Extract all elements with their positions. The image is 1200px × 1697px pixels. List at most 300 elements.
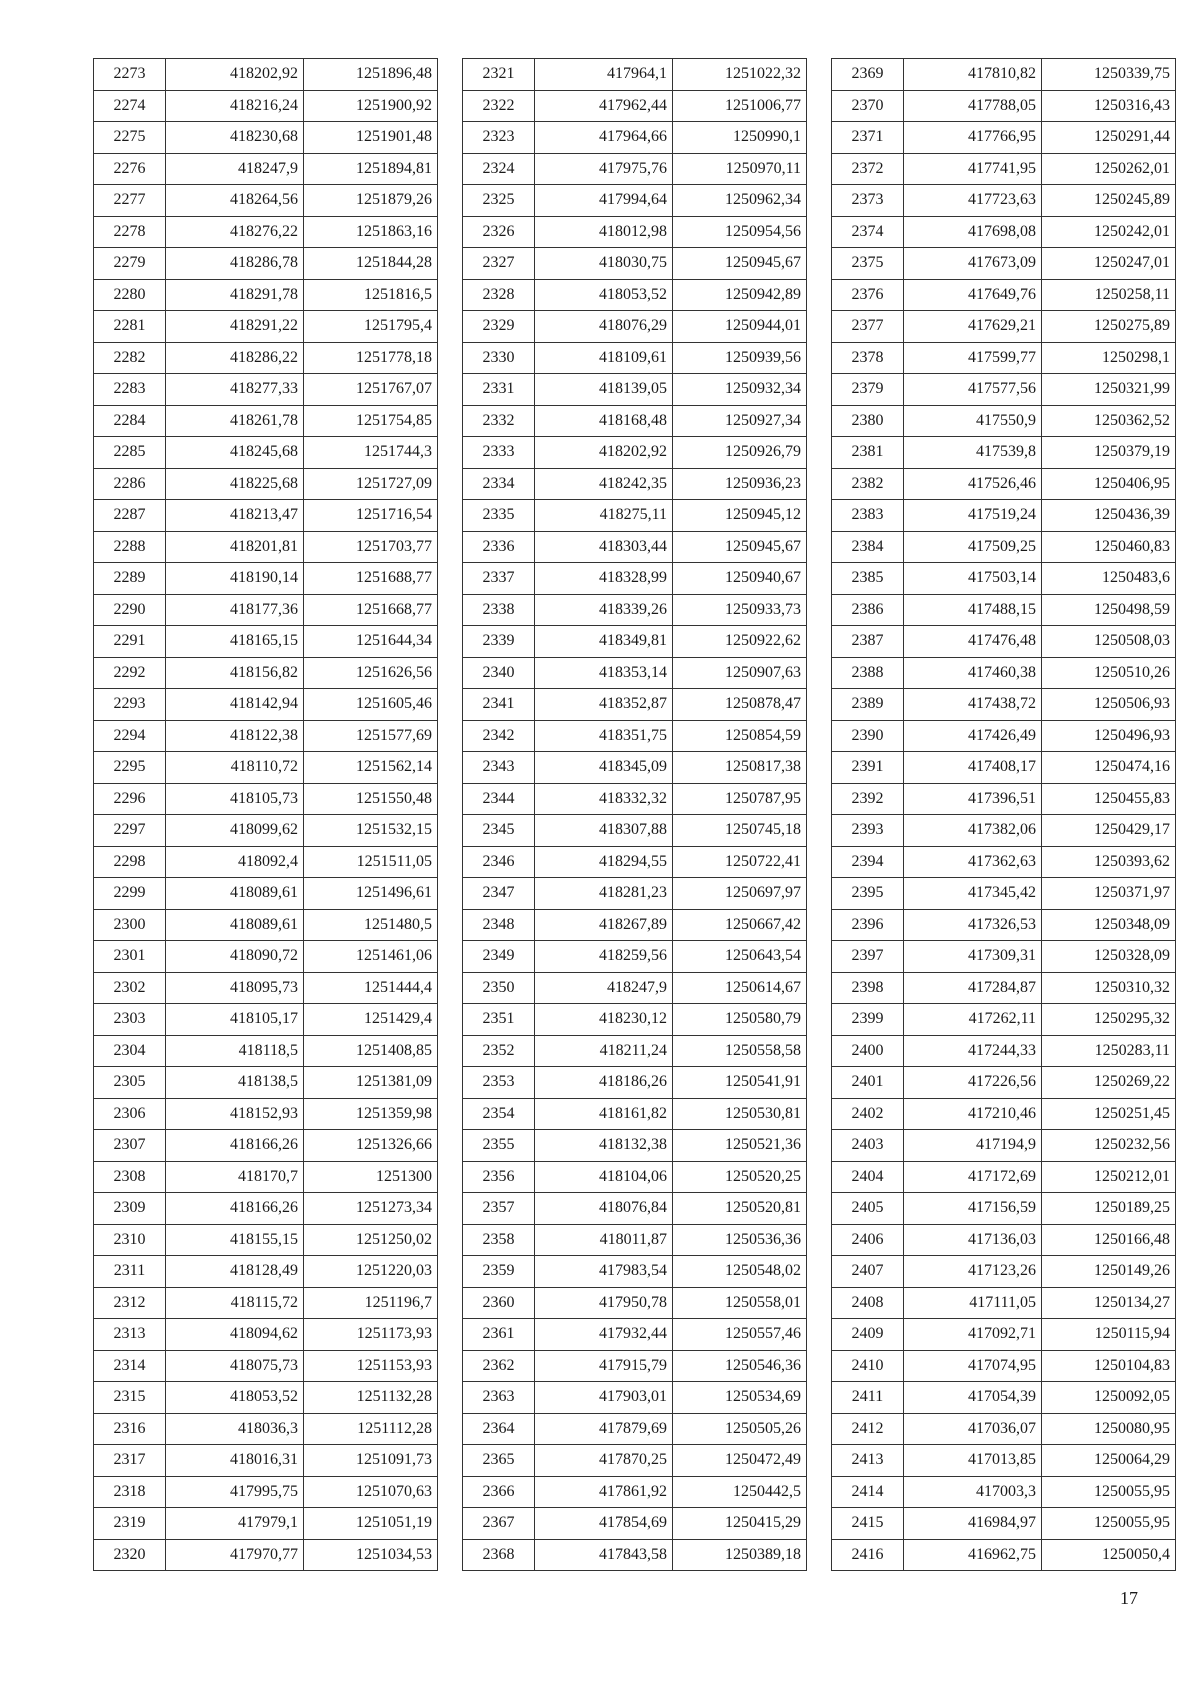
- x-coordinate-cell: 418261,78: [166, 405, 304, 437]
- x-coordinate-cell: 417426,49: [904, 720, 1042, 752]
- point-number-cell: 2384: [832, 531, 904, 563]
- point-number-cell: 2327: [463, 248, 535, 280]
- table-row: [94, 563, 438, 595]
- point-number-cell: 2406: [832, 1224, 904, 1256]
- y-coordinate-cell: 1251153,93: [304, 1350, 438, 1382]
- x-coordinate-cell: 418242,35: [535, 468, 673, 500]
- x-coordinate-cell: 418267,89: [535, 909, 673, 941]
- table-row: [94, 594, 438, 626]
- y-coordinate-cell: 1251896,48: [304, 59, 438, 91]
- table-row: [94, 1508, 438, 1540]
- point-number-cell: 2302: [94, 972, 166, 1004]
- point-number-cell: 2403: [832, 1130, 904, 1162]
- point-number-cell: 2291: [94, 626, 166, 658]
- point-number-cell: 2395: [832, 878, 904, 910]
- table-row: [463, 1287, 807, 1319]
- x-coordinate-cell: 418186,26: [535, 1067, 673, 1099]
- y-coordinate-cell: 1251778,18: [304, 342, 438, 374]
- x-coordinate-cell: 417810,82: [904, 59, 1042, 91]
- table-row: [463, 216, 807, 248]
- y-coordinate-cell: 1251844,28: [304, 248, 438, 280]
- y-coordinate-cell: 1250643,54: [673, 941, 807, 973]
- point-number-cell: 2415: [832, 1508, 904, 1540]
- table-row: [94, 1035, 438, 1067]
- point-number-cell: 2388: [832, 657, 904, 689]
- x-coordinate-cell: 417488,15: [904, 594, 1042, 626]
- point-number-cell: 2312: [94, 1287, 166, 1319]
- x-coordinate-cell: 417599,77: [904, 342, 1042, 374]
- x-coordinate-cell: 417526,46: [904, 468, 1042, 500]
- table-row: [832, 1287, 1176, 1319]
- x-coordinate-cell: 418165,15: [166, 626, 304, 658]
- y-coordinate-cell: 1250558,01: [673, 1287, 807, 1319]
- point-number-cell: 2296: [94, 783, 166, 815]
- table-row: [463, 752, 807, 784]
- point-number-cell: 2292: [94, 657, 166, 689]
- table-row: [463, 594, 807, 626]
- table-row: [832, 941, 1176, 973]
- table-row: [832, 626, 1176, 658]
- x-coordinate-cell: 417074,95: [904, 1350, 1042, 1382]
- x-coordinate-cell: 417870,25: [535, 1445, 673, 1477]
- table-row: [832, 59, 1176, 91]
- y-coordinate-cell: 1250922,62: [673, 626, 807, 658]
- y-coordinate-cell: 1250787,95: [673, 783, 807, 815]
- table-row: [94, 626, 438, 658]
- x-coordinate-cell: 417649,76: [904, 279, 1042, 311]
- table-row: [94, 216, 438, 248]
- y-coordinate-cell: 1250557,46: [673, 1319, 807, 1351]
- x-coordinate-cell: 418011,87: [535, 1224, 673, 1256]
- y-coordinate-cell: 1251250,02: [304, 1224, 438, 1256]
- table-row: [463, 720, 807, 752]
- table-row: [463, 374, 807, 406]
- table-row: [832, 783, 1176, 815]
- x-coordinate-cell: 417003,3: [904, 1476, 1042, 1508]
- point-number-cell: 2289: [94, 563, 166, 595]
- x-coordinate-cell: 416984,97: [904, 1508, 1042, 1540]
- point-number-cell: 2308: [94, 1161, 166, 1193]
- point-number-cell: 2338: [463, 594, 535, 626]
- table-row: [463, 59, 807, 91]
- y-coordinate-cell: 1250944,01: [673, 311, 807, 343]
- point-number-cell: 2367: [463, 1508, 535, 1540]
- point-number-cell: 2340: [463, 657, 535, 689]
- point-number-cell: 2391: [832, 752, 904, 784]
- point-number-cell: 2404: [832, 1161, 904, 1193]
- x-coordinate-cell: 417995,75: [166, 1476, 304, 1508]
- x-coordinate-cell: 417861,92: [535, 1476, 673, 1508]
- point-number-cell: 2333: [463, 437, 535, 469]
- table-row: [832, 248, 1176, 280]
- point-number-cell: 2362: [463, 1350, 535, 1382]
- y-coordinate-cell: 1251359,98: [304, 1098, 438, 1130]
- y-coordinate-cell: 1251173,93: [304, 1319, 438, 1351]
- y-coordinate-cell: 1250115,94: [1042, 1319, 1176, 1351]
- x-coordinate-cell: 418275,11: [535, 500, 673, 532]
- x-coordinate-cell: 418202,92: [166, 59, 304, 91]
- x-coordinate-cell: 418132,38: [535, 1130, 673, 1162]
- x-coordinate-cell: 418353,14: [535, 657, 673, 689]
- point-number-cell: 2363: [463, 1382, 535, 1414]
- y-coordinate-cell: 1251461,06: [304, 941, 438, 973]
- x-coordinate-cell: 418089,61: [166, 909, 304, 941]
- point-number-cell: 2305: [94, 1067, 166, 1099]
- y-coordinate-cell: 1251703,77: [304, 531, 438, 563]
- x-coordinate-cell: 418094,62: [166, 1319, 304, 1351]
- x-coordinate-cell: 418332,32: [535, 783, 673, 815]
- y-coordinate-cell: 1250926,79: [673, 437, 807, 469]
- point-number-cell: 2307: [94, 1130, 166, 1162]
- point-number-cell: 2353: [463, 1067, 535, 1099]
- x-coordinate-cell: 417698,08: [904, 216, 1042, 248]
- point-number-cell: 2342: [463, 720, 535, 752]
- y-coordinate-cell: 1250534,69: [673, 1382, 807, 1414]
- point-number-cell: 2336: [463, 531, 535, 563]
- table-row: [832, 279, 1176, 311]
- table-row: [463, 563, 807, 595]
- y-coordinate-cell: 1250932,34: [673, 374, 807, 406]
- table-row: [832, 594, 1176, 626]
- point-number-cell: 2328: [463, 279, 535, 311]
- y-coordinate-cell: 1250520,81: [673, 1193, 807, 1225]
- x-coordinate-cell: 418245,68: [166, 437, 304, 469]
- y-coordinate-cell: 1251605,46: [304, 689, 438, 721]
- point-number-cell: 2311: [94, 1256, 166, 1288]
- x-coordinate-cell: 418099,62: [166, 815, 304, 847]
- y-coordinate-cell: 1250483,6: [1042, 563, 1176, 595]
- point-number-cell: 2329: [463, 311, 535, 343]
- table-row: [94, 1413, 438, 1445]
- x-coordinate-cell: 418109,61: [535, 342, 673, 374]
- y-coordinate-cell: 1251511,05: [304, 846, 438, 878]
- table-row: [463, 1130, 807, 1162]
- point-number-cell: 2343: [463, 752, 535, 784]
- point-number-cell: 2350: [463, 972, 535, 1004]
- x-coordinate-cell: 416962,75: [904, 1539, 1042, 1571]
- table-row: [94, 311, 438, 343]
- table-row: [463, 153, 807, 185]
- y-coordinate-cell: 1251550,48: [304, 783, 438, 815]
- point-number-cell: 2310: [94, 1224, 166, 1256]
- table-row: [832, 1067, 1176, 1099]
- table-row: [94, 846, 438, 878]
- table-row: [94, 972, 438, 1004]
- table-row: [94, 90, 438, 122]
- x-coordinate-cell: 417408,17: [904, 752, 1042, 784]
- y-coordinate-cell: 1251444,4: [304, 972, 438, 1004]
- table-row: [463, 1476, 807, 1508]
- y-coordinate-cell: 1250945,12: [673, 500, 807, 532]
- x-coordinate-cell: 418345,09: [535, 752, 673, 784]
- x-coordinate-cell: 417950,78: [535, 1287, 673, 1319]
- y-coordinate-cell: 1250055,95: [1042, 1508, 1176, 1540]
- x-coordinate-cell: 418225,68: [166, 468, 304, 500]
- x-coordinate-cell: 418166,26: [166, 1130, 304, 1162]
- point-number-cell: 2364: [463, 1413, 535, 1445]
- table-row: [832, 1476, 1176, 1508]
- x-coordinate-cell: 417309,31: [904, 941, 1042, 973]
- y-coordinate-cell: 1250362,52: [1042, 405, 1176, 437]
- point-number-cell: 2282: [94, 342, 166, 374]
- y-coordinate-cell: 1250269,22: [1042, 1067, 1176, 1099]
- table-row: [832, 752, 1176, 784]
- point-number-cell: 2379: [832, 374, 904, 406]
- x-coordinate-cell: 418142,94: [166, 689, 304, 721]
- y-coordinate-cell: 1250745,18: [673, 815, 807, 847]
- x-coordinate-cell: 418259,56: [535, 941, 673, 973]
- table-row: [832, 500, 1176, 532]
- y-coordinate-cell: 1251220,03: [304, 1256, 438, 1288]
- table-row: [463, 342, 807, 374]
- table-row: [94, 122, 438, 154]
- y-coordinate-cell: 1250262,01: [1042, 153, 1176, 185]
- table-row: [463, 500, 807, 532]
- table-row: [832, 1161, 1176, 1193]
- point-number-cell: 2332: [463, 405, 535, 437]
- table-row: [94, 1445, 438, 1477]
- y-coordinate-cell: 1250295,32: [1042, 1004, 1176, 1036]
- table-row: [463, 1539, 807, 1571]
- y-coordinate-cell: 1251668,77: [304, 594, 438, 626]
- point-number-cell: 2386: [832, 594, 904, 626]
- x-coordinate-cell: 417476,48: [904, 626, 1042, 658]
- point-number-cell: 2359: [463, 1256, 535, 1288]
- table-row: [832, 90, 1176, 122]
- point-number-cell: 2354: [463, 1098, 535, 1130]
- y-coordinate-cell: 1251034,53: [304, 1539, 438, 1571]
- x-coordinate-cell: 418122,38: [166, 720, 304, 752]
- table-row: [832, 216, 1176, 248]
- table-row: [463, 878, 807, 910]
- table-row: [94, 657, 438, 689]
- y-coordinate-cell: 1251112,28: [304, 1413, 438, 1445]
- table-row: [94, 1287, 438, 1319]
- table-row: [832, 815, 1176, 847]
- table-row: [832, 468, 1176, 500]
- point-number-cell: 2280: [94, 279, 166, 311]
- table-row: [94, 1004, 438, 1036]
- coordinates-table-3: [831, 58, 1176, 1571]
- point-number-cell: 2299: [94, 878, 166, 910]
- table-row: [463, 626, 807, 658]
- point-number-cell: 2273: [94, 59, 166, 91]
- x-coordinate-cell: 417054,39: [904, 1382, 1042, 1414]
- x-coordinate-cell: 417983,54: [535, 1256, 673, 1288]
- table-row: [463, 122, 807, 154]
- point-number-cell: 2411: [832, 1382, 904, 1414]
- y-coordinate-cell: 1251196,7: [304, 1287, 438, 1319]
- y-coordinate-cell: 1250321,99: [1042, 374, 1176, 406]
- y-coordinate-cell: 1250055,95: [1042, 1476, 1176, 1508]
- point-number-cell: 2276: [94, 153, 166, 185]
- y-coordinate-cell: 1250092,05: [1042, 1382, 1176, 1414]
- x-coordinate-cell: 417673,09: [904, 248, 1042, 280]
- table-row: [832, 1413, 1176, 1445]
- point-number-cell: 2294: [94, 720, 166, 752]
- table-row: [463, 1004, 807, 1036]
- point-number-cell: 2326: [463, 216, 535, 248]
- y-coordinate-cell: 1251070,63: [304, 1476, 438, 1508]
- point-number-cell: 2319: [94, 1508, 166, 1540]
- y-coordinate-cell: 1250212,01: [1042, 1161, 1176, 1193]
- y-coordinate-cell: 1251532,15: [304, 815, 438, 847]
- table-row: [463, 972, 807, 1004]
- x-coordinate-cell: 417577,56: [904, 374, 1042, 406]
- x-coordinate-cell: 418076,29: [535, 311, 673, 343]
- y-coordinate-cell: 1250933,73: [673, 594, 807, 626]
- y-coordinate-cell: 1250149,26: [1042, 1256, 1176, 1288]
- x-coordinate-cell: 417172,69: [904, 1161, 1042, 1193]
- x-coordinate-cell: 417962,44: [535, 90, 673, 122]
- table-row: [832, 878, 1176, 910]
- point-number-cell: 2334: [463, 468, 535, 500]
- y-coordinate-cell: 1250945,67: [673, 248, 807, 280]
- table-row: [94, 1382, 438, 1414]
- point-number-cell: 2407: [832, 1256, 904, 1288]
- x-coordinate-cell: 417994,64: [535, 185, 673, 217]
- point-number-cell: 2394: [832, 846, 904, 878]
- point-number-cell: 2318: [94, 1476, 166, 1508]
- x-coordinate-cell: 417194,9: [904, 1130, 1042, 1162]
- point-number-cell: 2309: [94, 1193, 166, 1225]
- table-row: [94, 468, 438, 500]
- x-coordinate-cell: 418166,26: [166, 1193, 304, 1225]
- y-coordinate-cell: 1251816,5: [304, 279, 438, 311]
- point-number-cell: 2344: [463, 783, 535, 815]
- x-coordinate-cell: 418012,98: [535, 216, 673, 248]
- table-row: [94, 720, 438, 752]
- point-number-cell: 2416: [832, 1539, 904, 1571]
- x-coordinate-cell: 418264,56: [166, 185, 304, 217]
- table-row: [463, 248, 807, 280]
- y-coordinate-cell: 1250316,43: [1042, 90, 1176, 122]
- y-coordinate-cell: 1250134,27: [1042, 1287, 1176, 1319]
- x-coordinate-cell: 418211,24: [535, 1035, 673, 1067]
- table-row: [94, 248, 438, 280]
- point-number-cell: 2275: [94, 122, 166, 154]
- point-number-cell: 2314: [94, 1350, 166, 1382]
- y-coordinate-cell: 1250455,83: [1042, 783, 1176, 815]
- y-coordinate-cell: 1251022,32: [673, 59, 807, 91]
- point-number-cell: 2337: [463, 563, 535, 595]
- table-row: [832, 153, 1176, 185]
- table-row: [463, 909, 807, 941]
- y-coordinate-cell: 1250907,63: [673, 657, 807, 689]
- table-row: [832, 405, 1176, 437]
- table-row: [463, 941, 807, 973]
- x-coordinate-cell: 418090,72: [166, 941, 304, 973]
- point-number-cell: 2369: [832, 59, 904, 91]
- point-number-cell: 2397: [832, 941, 904, 973]
- point-number-cell: 2330: [463, 342, 535, 374]
- table-row: [94, 1319, 438, 1351]
- table-row: [832, 846, 1176, 878]
- x-coordinate-cell: 418168,48: [535, 405, 673, 437]
- y-coordinate-cell: 1251754,85: [304, 405, 438, 437]
- table-row: [832, 1445, 1176, 1477]
- y-coordinate-cell: 1250580,79: [673, 1004, 807, 1036]
- coordinates-table-body: [94, 59, 438, 1571]
- y-coordinate-cell: 1250521,36: [673, 1130, 807, 1162]
- x-coordinate-cell: 417979,1: [166, 1508, 304, 1540]
- point-number-cell: 2370: [832, 90, 904, 122]
- point-number-cell: 2412: [832, 1413, 904, 1445]
- y-coordinate-cell: 1251273,34: [304, 1193, 438, 1225]
- y-coordinate-cell: 1250460,83: [1042, 531, 1176, 563]
- point-number-cell: 2358: [463, 1224, 535, 1256]
- x-coordinate-cell: 418139,05: [535, 374, 673, 406]
- table-row: [463, 783, 807, 815]
- table-row: [94, 1224, 438, 1256]
- table-row: [832, 909, 1176, 941]
- x-coordinate-cell: 418352,87: [535, 689, 673, 721]
- y-coordinate-cell: 1250064,29: [1042, 1445, 1176, 1477]
- x-coordinate-cell: 417970,77: [166, 1539, 304, 1571]
- y-coordinate-cell: 1250962,34: [673, 185, 807, 217]
- y-coordinate-cell: 1251496,61: [304, 878, 438, 910]
- y-coordinate-cell: 1251716,54: [304, 500, 438, 532]
- point-number-cell: 2306: [94, 1098, 166, 1130]
- x-coordinate-cell: 417362,63: [904, 846, 1042, 878]
- x-coordinate-cell: 418339,26: [535, 594, 673, 626]
- x-coordinate-cell: 417741,95: [904, 153, 1042, 185]
- y-coordinate-cell: 1250945,67: [673, 531, 807, 563]
- y-coordinate-cell: 1250258,11: [1042, 279, 1176, 311]
- x-coordinate-cell: 417123,26: [904, 1256, 1042, 1288]
- x-coordinate-cell: 418161,82: [535, 1098, 673, 1130]
- x-coordinate-cell: 418076,84: [535, 1193, 673, 1225]
- y-coordinate-cell: 1250536,36: [673, 1224, 807, 1256]
- point-number-cell: 2371: [832, 122, 904, 154]
- point-number-cell: 2322: [463, 90, 535, 122]
- point-number-cell: 2383: [832, 500, 904, 532]
- y-coordinate-cell: 1250508,03: [1042, 626, 1176, 658]
- y-coordinate-cell: 1251480,5: [304, 909, 438, 941]
- x-coordinate-cell: 418294,55: [535, 846, 673, 878]
- y-coordinate-cell: 1250328,09: [1042, 941, 1176, 973]
- point-number-cell: 2389: [832, 689, 904, 721]
- y-coordinate-cell: 1250310,32: [1042, 972, 1176, 1004]
- table-row: [463, 279, 807, 311]
- y-coordinate-cell: 1251562,14: [304, 752, 438, 784]
- table-row: [94, 909, 438, 941]
- y-coordinate-cell: 1250939,56: [673, 342, 807, 374]
- y-coordinate-cell: 1250520,25: [673, 1161, 807, 1193]
- x-coordinate-cell: 418095,73: [166, 972, 304, 1004]
- x-coordinate-cell: 417326,53: [904, 909, 1042, 941]
- y-coordinate-cell: 1251744,3: [304, 437, 438, 469]
- y-coordinate-cell: 1250927,34: [673, 405, 807, 437]
- table-row: [463, 1256, 807, 1288]
- point-number-cell: 2380: [832, 405, 904, 437]
- point-number-cell: 2401: [832, 1067, 904, 1099]
- x-coordinate-cell: 418202,92: [535, 437, 673, 469]
- y-coordinate-cell: 1251901,48: [304, 122, 438, 154]
- point-number-cell: 2357: [463, 1193, 535, 1225]
- x-coordinate-cell: 418115,72: [166, 1287, 304, 1319]
- y-coordinate-cell: 1251006,77: [673, 90, 807, 122]
- point-number-cell: 2348: [463, 909, 535, 941]
- point-number-cell: 2288: [94, 531, 166, 563]
- coordinates-table-body: [832, 59, 1176, 1571]
- x-coordinate-cell: 418118,5: [166, 1035, 304, 1067]
- table-row: [463, 468, 807, 500]
- table-row: [832, 185, 1176, 217]
- x-coordinate-cell: 417723,63: [904, 185, 1042, 217]
- x-coordinate-cell: 418152,93: [166, 1098, 304, 1130]
- y-coordinate-cell: 1250506,93: [1042, 689, 1176, 721]
